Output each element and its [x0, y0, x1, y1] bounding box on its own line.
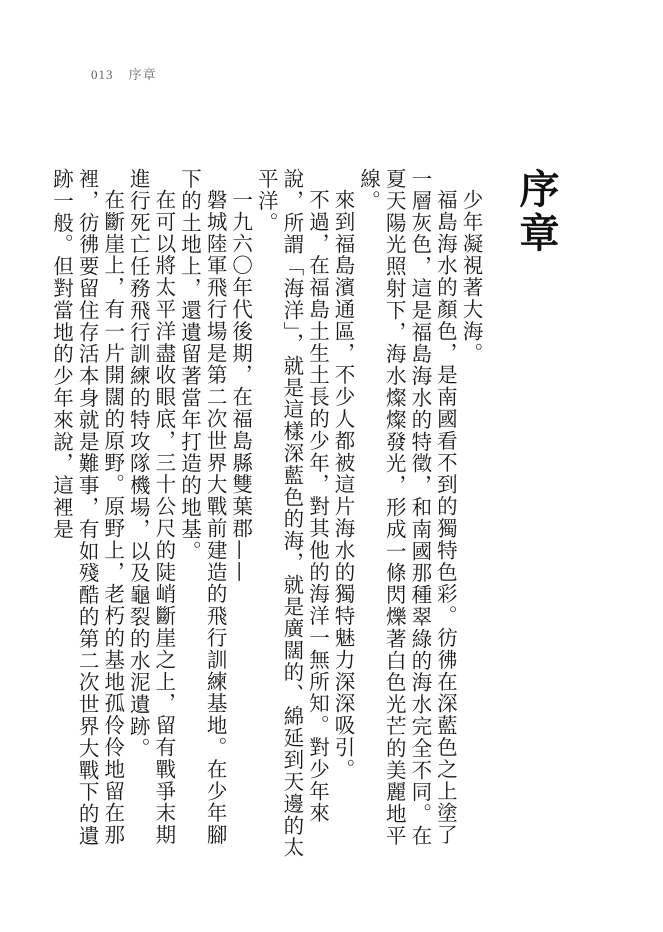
- paragraph: 一九六〇年代後期，在福島縣雙葉郡——: [228, 188, 253, 583]
- paragraph: 少年凝視著大海。: [459, 188, 483, 364]
- running-header-section: 序章: [128, 68, 157, 83]
- paragraph: 在可以將太平洋盡收眼底，三十公尺的陡峭斷崖之上，留有戰爭末期進行死亡任務飛行訓練的特攻隊機場，以及龜裂的水泥遺跡。: [126, 168, 176, 846]
- body-text: [48, 168, 483, 866]
- chapter-title: 序章: [513, 168, 560, 256]
- page-number: 013: [91, 67, 114, 82]
- paragraph: 磐城陸軍飛行場是第二次世界大戰前建造的飛行訓練基地。在少年腳下的土地上，還遺留著當年打造的地基。: [177, 168, 228, 846]
- paragraph: 在斷崖上，有一片開闊的原野。原野上，老朽的基地孤伶伶地留在那裡，彷彿要留住存活本身就是難事，有如殘酷的第二次世界大戰下的遺跡一般。但對當地的少年來說，這裡是: [49, 168, 125, 847]
- paragraph: 不過，在福島土生土長的少年，對其他的海洋一無所知。對少年來說，所謂「海洋」，就是這樣深藍色的海，就是廣闊的、綿延到天邊的太平洋。: [254, 168, 330, 859]
- paragraph: 來到福島濱通區，不少人都被這片海水的獨特魅力深深吸引。: [331, 188, 356, 780]
- paragraph: 福島海水的顏色，是南國看不到的獨特色彩。彷彿在深藍色之上塗了一層灰色，這是福島海水的特徵，和南國那種翠綠的海水完全不同。在夏天陽光照射下，海水燦燦發光，形成一條閃爍著白色光芒的美麗地平線。: [356, 168, 458, 847]
- running-header: [91, 64, 157, 83]
